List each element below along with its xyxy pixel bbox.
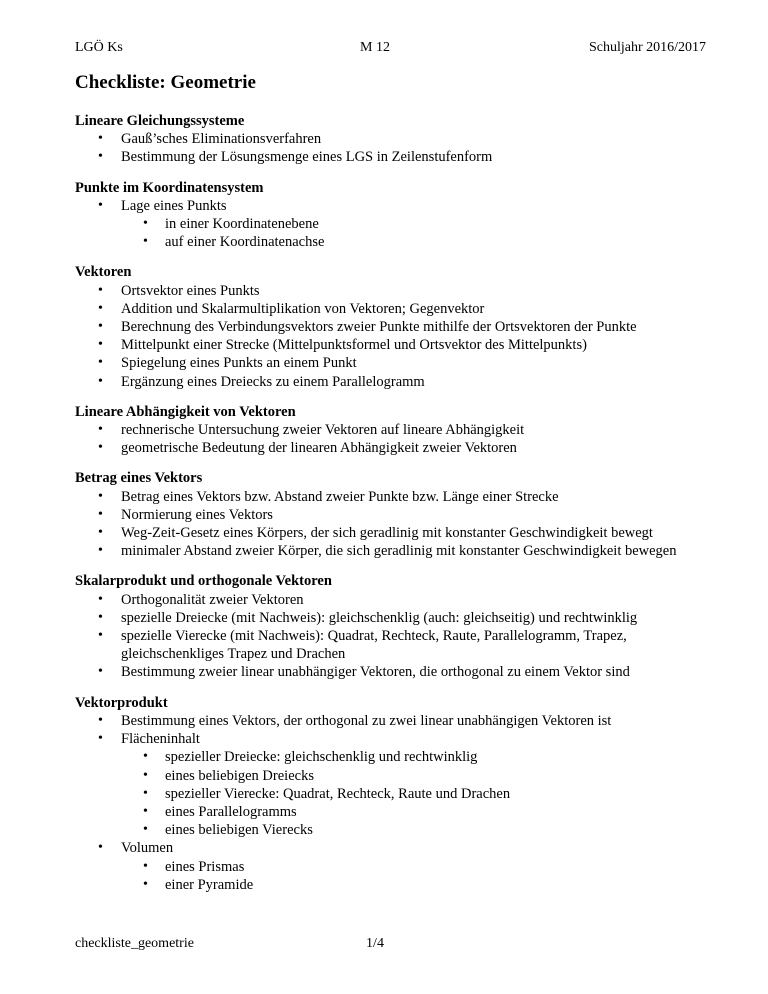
list-item [75,524,706,542]
list-item-text: spezieller Dreiecke: gleichschenklig und rechtwinklig [165,749,478,766]
section [75,179,706,252]
page-header [75,38,706,57]
section [75,694,706,894]
list-item-text: Addition und Skalarmultiplikation von Vektoren; Gegenvektor [121,300,485,317]
list-item [75,591,706,609]
section [75,469,706,560]
list-item [75,785,706,803]
bullet-icon: • [98,543,103,559]
section-heading: Skalarprodukt und orthogonale Vektoren [75,573,332,590]
bullet-icon: • [98,664,103,680]
list-item [75,318,706,336]
list-item-text: spezieller Vierecke: Quadrat, Rechteck, Raute und Drachen [165,785,511,802]
list-item [75,767,706,785]
list-item-text: Mittelpunkt einer Strecke (Mittelpunktsformel und Ortsvektor des Mittelpunkts) [121,337,587,354]
page-footer [75,934,706,953]
list-item [75,663,706,681]
bullet-icon: • [98,319,103,335]
header-left: LGÖ Ks [75,40,123,55]
list-item-text: Bestimmung der Lösungsmenge eines LGS in Zeilenstufenform [121,149,493,166]
list-item [75,730,706,748]
list-item [75,354,706,372]
list-item-text: geometrische Bedeutung der linearen Abhängigkeit zweier Vektoren [121,440,517,457]
list-item-text: Spiegelung eines Punkts an einem Punkt [121,355,357,372]
bullet-icon: • [143,858,148,874]
bullet-icon: • [98,609,103,625]
list-item [75,627,706,663]
list-item [75,839,706,857]
section-heading: Vektoren [75,264,132,281]
header-right: Schuljahr 2016/2017 [588,40,706,55]
list-item-text: Gauß’sches Eliminationsverfahren [121,131,322,148]
list-item [75,821,706,839]
footer-page-number: 1/4 [366,936,384,951]
list-item-text: Ortsvektor eines Punkts [121,282,260,299]
bullet-icon: • [143,767,148,783]
section-heading: Lineare Gleichungssysteme [75,113,245,129]
list-item [75,803,706,821]
list-item [75,748,706,766]
list-item [75,233,706,251]
list-item [75,300,706,318]
list-item [75,336,706,354]
list-item-text: Bestimmung eines Vektors, der orthogonal zu zwei linear unabhängigen Vektoren ist [121,712,612,729]
bullet-icon: • [98,422,103,438]
list-item [75,148,706,166]
section [75,572,706,681]
list-item [75,421,706,439]
bullet-icon: • [98,488,103,504]
bullet-icon: • [98,149,103,165]
footer-filename: checkliste_geometrie [75,936,194,951]
section [75,403,706,458]
section-heading: Vektorprodukt [75,694,168,711]
list-item-text: einer Pyramide [165,876,254,893]
list-item-text: eines Parallelogramms [165,803,297,820]
sections [75,112,706,894]
list-item [75,130,706,148]
section-heading: Betrag eines Vektors [75,470,203,487]
list-item-text: eines beliebigen Dreiecks [165,767,314,784]
bullet-icon: • [143,785,148,801]
list-item-text: Lage eines Punkts [121,197,227,214]
list-item-text: Orthogonalität zweier Vektoren [121,591,304,608]
bullet-icon: • [143,749,148,765]
bullet-icon: • [143,803,148,819]
section-heading: Punkte im Koordinatensystem [75,179,264,196]
bullet-icon: • [98,300,103,316]
list-item [75,609,706,627]
list-item-text: Weg-Zeit-Gesetz eines Körpers, der sich geradlinig mit konstanter Geschwindigkeit bewegt [121,525,653,542]
list-item [75,373,706,391]
list-item-text: minimaler Abstand zweier Körper, die sich geradlinig mit konstanter Geschwindigkeit bewegen [121,543,677,560]
bullet-icon: • [98,712,103,728]
list-item [75,282,706,300]
list-item-text: in einer Koordinatenebene [165,216,319,233]
section-heading: Lineare Abhängigkeit von Vektoren [75,403,296,420]
bullet-icon: • [98,337,103,353]
list-item-text: Normierung eines Vektors [121,506,273,523]
bullet-icon: • [98,131,103,147]
list-item-text: auf einer Koordinatenachse [165,234,325,251]
bullet-icon: • [98,525,103,541]
bullet-icon: • [98,731,103,747]
header-center: M 12 [360,40,390,55]
bullet-icon: • [143,822,148,838]
list-item-text: eines Prismas [165,858,245,875]
bullet-icon: • [98,373,103,389]
bullet-icon: • [98,440,103,456]
bullet-icon: • [98,282,103,298]
bullet-icon: • [98,840,103,856]
list-item [75,542,706,560]
bullet-icon: • [143,876,148,892]
bullet-icon: • [98,591,103,607]
bullet-icon: • [98,197,103,213]
list-item-text: Betrag eines Vektors bzw. Abstand zweier Punkte bzw. Länge einer Strecke [121,488,559,505]
list-item-text: rechnerische Untersuchung zweier Vektoren auf lineare Abhängigkeit [121,422,525,439]
list-item [75,215,706,233]
list-item-text: Ergänzung eines Dreiecks zu einem Parallelogramm [121,373,425,390]
list-item-text: Berechnung des Verbindungsvektors zweier Punkte mithilfe der Ortsvektoren der Punkte [121,319,637,336]
list-item [75,876,706,894]
list-item [75,197,706,215]
list-item [75,488,706,506]
bullet-icon: • [98,628,103,644]
list-item [75,506,706,524]
bullet-icon: • [143,234,148,250]
section [75,112,706,167]
page-title: Checkliste: Geometrie [75,72,256,93]
list-item [75,858,706,876]
list-item [75,439,706,457]
list-item-text: spezielle Dreiecke (mit Nachweis): gleichschenklig (auch: gleichseitig) und rechtwinklig [121,609,638,626]
list-item-text: Flächeninhalt [121,731,200,748]
bullet-icon: • [98,506,103,522]
list-item-text: spezielle Vierecke (mit Nachweis): Quadrat, Rechteck, Raute, Parallelogramm, Trapez, gleichschenkliges Trapez und Drachen [121,628,627,663]
bullet-icon: • [98,355,103,371]
list-item-text: eines beliebigen Vierecks [165,822,313,839]
section [75,263,706,390]
bullet-icon: • [143,216,148,232]
list-item [75,712,706,730]
list-item-text: Bestimmung zweier linear unabhängiger Vektoren, die orthogonal zu einem Vektor sind [121,664,630,681]
list-item-text: Volumen [121,840,174,857]
